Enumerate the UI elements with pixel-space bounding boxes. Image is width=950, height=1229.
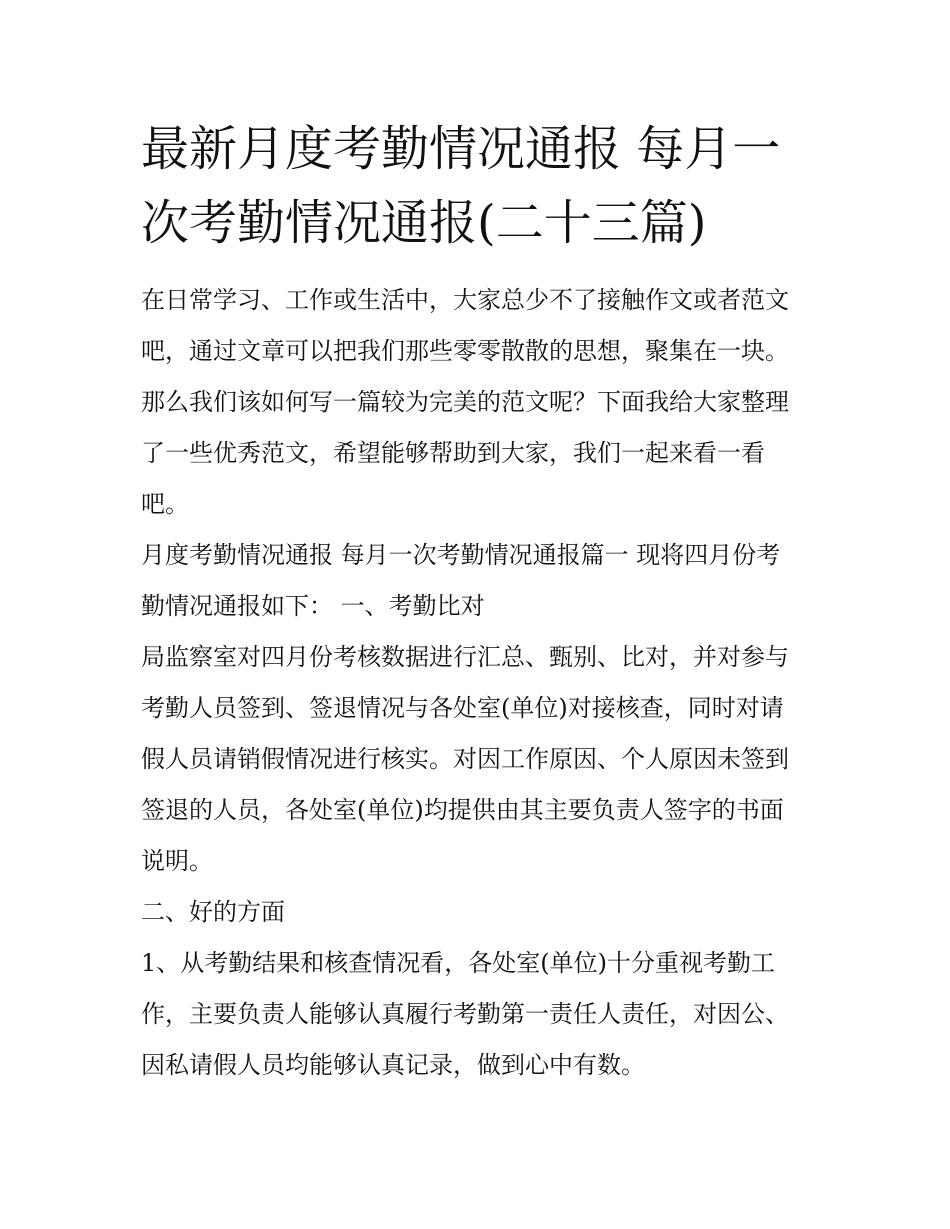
attendance-comparison-line-4: 签退的人员，各处室(单位)均提供由其主要负责人签字的书面 — [141, 796, 784, 824]
title-line-1: 最新月度考勤情况通报 每月一 — [141, 121, 781, 177]
attendance-comparison-line-2: 考勤人员签到、签退情况与各处室(单位)对接核查，同时对请 — [141, 694, 784, 722]
document-title — [141, 112, 821, 260]
good-aspects-line-3: 因私请假人员均能够认真记录，做到心中有数。 — [141, 1051, 645, 1079]
intro-line-5: 吧。 — [141, 490, 189, 518]
section-intro-line-2: 勤情况通报如下： 一、考勤比对 — [141, 592, 485, 620]
section-intro-line-1: 月度考勤情况通报 每月一次考勤情况通报篇一 现将四月份考 — [141, 541, 781, 569]
intro-line-2: 吧，通过文章可以把我们那些零零散散的思想，聚集在一块。 — [141, 337, 789, 365]
intro-line-1: 在日常学习、工作或生活中，大家总少不了接触作文或者范文 — [141, 286, 789, 314]
attendance-comparison-line-1: 局监察室对四月份考核数据进行汇总、甄别、比对，并对参与 — [141, 643, 789, 671]
good-aspects-line-1: 1、从考勤结果和核查情况看，各处室(单位)十分重视考勤工 — [141, 949, 775, 977]
good-aspects-line-2: 作，主要负责人能够认真履行考勤第一责任人责任，对因公、 — [141, 1000, 789, 1028]
intro-line-3: 那么我们该如何写一篇较为完美的范文呢？下面我给大家整理 — [141, 388, 789, 416]
intro-line-4: 了一些优秀范文，希望能够帮助到大家，我们一起来看一看 — [141, 439, 765, 467]
title-line-2: 次考勤情况通报(二十三篇) — [141, 195, 707, 251]
attendance-comparison-line-3: 假人员请销假情况进行核实。对因工作原因、个人原因未签到 — [141, 745, 789, 773]
attendance-comparison-line-5: 说明。 — [141, 847, 213, 875]
section-heading-good-aspects: 二、好的方面 — [141, 898, 285, 926]
